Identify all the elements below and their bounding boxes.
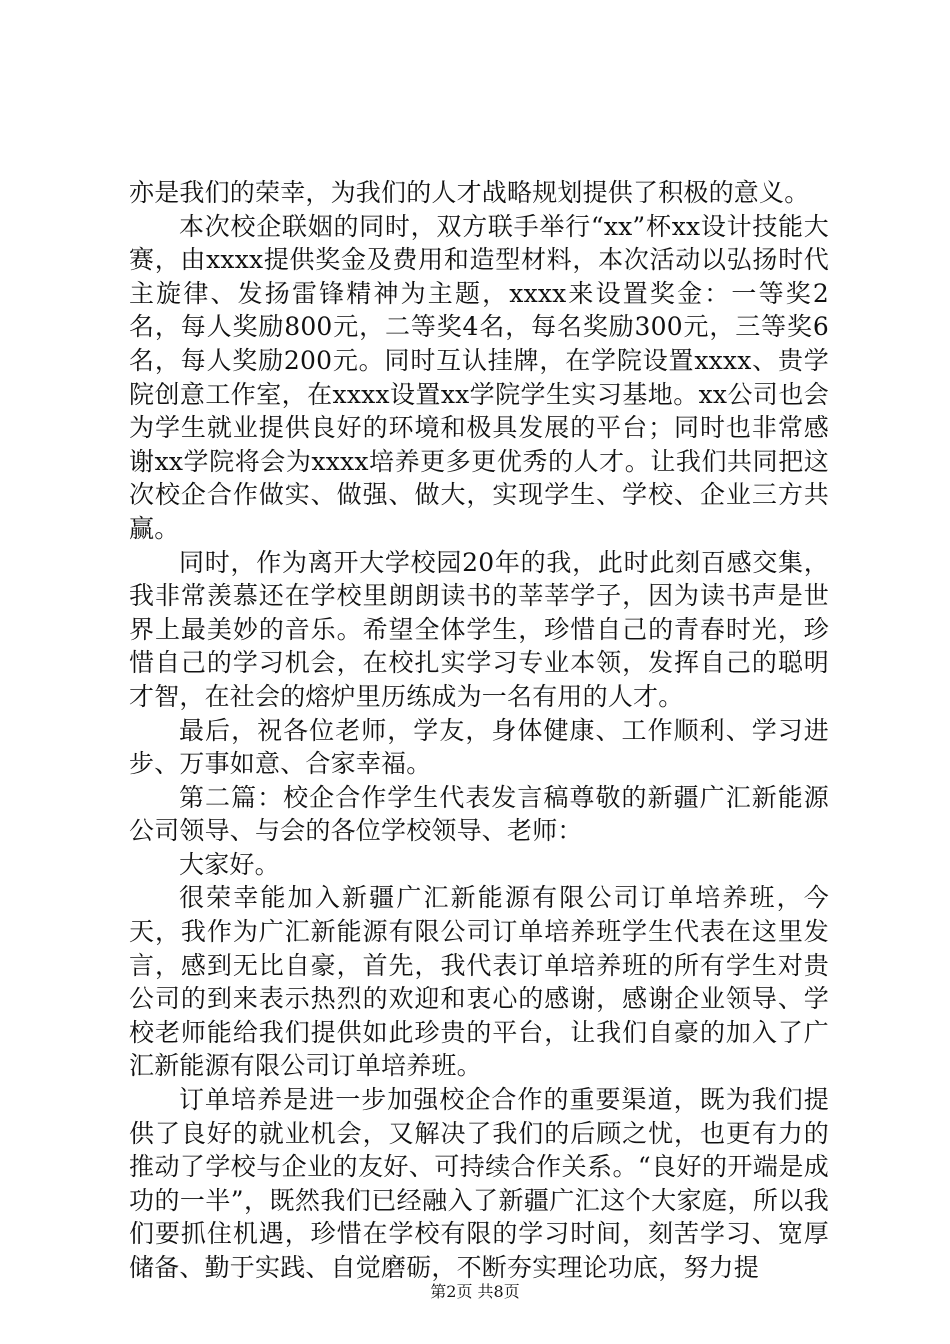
paragraph-3: 同时，作为离开大学校园20年的我，此时此刻百感交集，我非常羡慕还在学校里朗朗读书的莘莘学子，因为读书声是世界上最美妙的音乐。希望全体学生，珍惜自己的青春时光，珍惜自己的学习机会，在校扎实学习专业本领，发挥自己的聪明才智，在社会的熔炉里历练成为一名有用的人才。 (129, 547, 829, 711)
paragraph-8: 订单培养是进一步加强校企合作的重要渠道，既为我们提供了良好的就业机会，又解决了我们的后顾之忧，也更有力的推动了学校与企业的友好、可持续合作关系。“良好的开端是成功的一半”，既然我们已经融入了新疆广汇这个大家庭，所以我们要抓住机遇，珍惜在学校有限的学习时间，刻苦学习、宽厚储备、勤于实践、自觉磨砺，不断夯实理论功底，努力提 (129, 1085, 829, 1282)
paragraph-1: 亦是我们的荣幸，为我们的人才战略规划提供了积极的意义。 (129, 178, 810, 207)
page-footer (0, 1282, 950, 1302)
paragraph-4: 最后，祝各位老师，学友，身体健康、工作顺利、学习进步、万事如意、合家幸福。 (129, 715, 829, 779)
paragraph-7: 很荣幸能加入新疆广汇新能源有限公司订单培养班，今天，我作为广汇新能源有限公司订单培养班学生代表在这里发言，感到无比自豪，首先，我代表订单培养班的所有学生对贵公司的到来表示热烈的欢迎和衷心的感谢，感谢企业领导、学校老师能给我们提供如此珍贵的平台，让我们自豪的加入了广汇新能源有限公司订单培养班。 (129, 883, 829, 1081)
page-number-label: 第2页 共8页 (430, 1282, 520, 1301)
paragraph-5-section-heading: 第二篇：校企合作学生代表发言稿尊敬的新疆广汇新能源公司领导、与会的各位学校领导、老师： (129, 782, 829, 846)
document-body (129, 176, 829, 1285)
paragraph-6-greeting: 大家好。 (179, 849, 280, 879)
paragraph-2: 本次校企联姻的同时，双方联手举行“xx”杯xx设计技能大赛，由xxxx提供奖金及费用和造型材料，本次活动以弘扬时代主旋律、发扬雷锋精神为主题，xxxx来设置奖金：一等奖2名，每人奖励800元，二等奖4名，每名奖励300元，三等奖6名，每人奖励200元。同时互认挂牌，在学院设置xxxx、贵学院创意工作室，在xxxx设置xx学院学生实习基地。xx公司也会为学生就业提供良好的环境和极具发展的平台；同时也非常感谢xx学院将会为xxxx培养更多更优秀的人才。让我们共同把这次校企合作做实、做强、做大，实现学生、学校、企业三方共赢。 (129, 211, 829, 543)
